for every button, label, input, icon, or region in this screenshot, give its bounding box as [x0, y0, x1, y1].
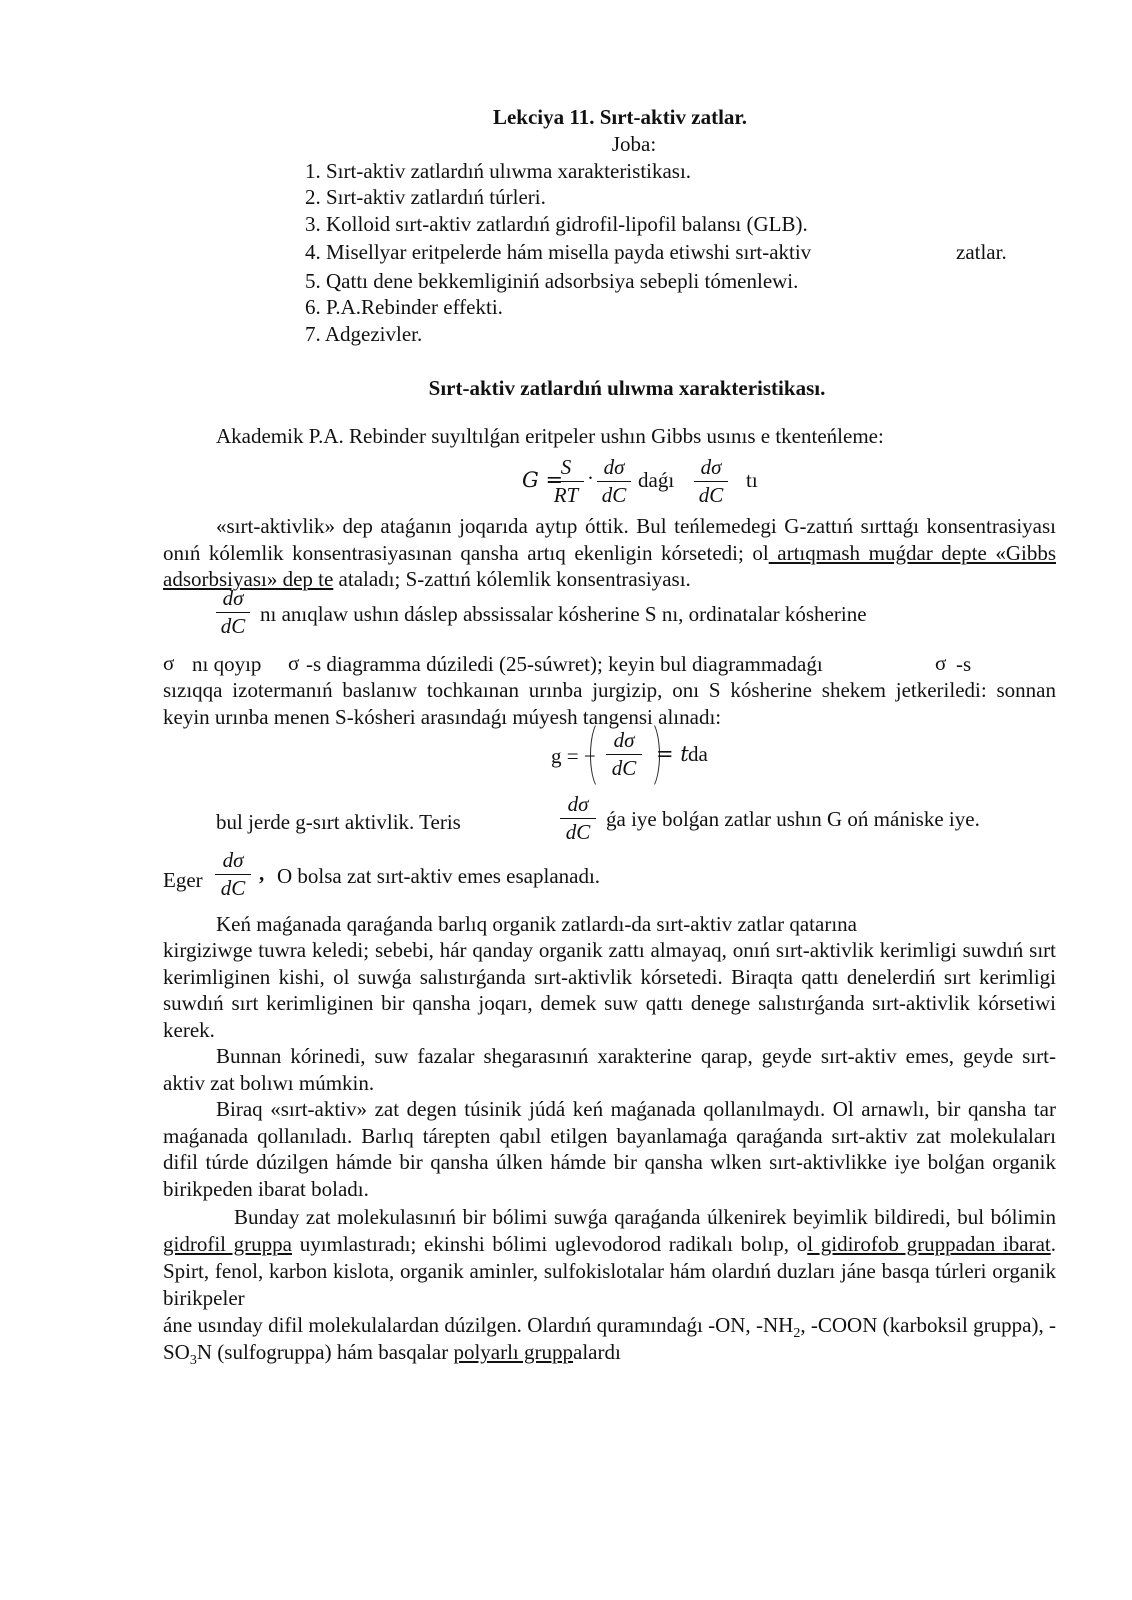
paragraph: [163, 1204, 1056, 1312]
sigma-symbol: σ: [288, 651, 300, 675]
subscript: 3: [189, 1353, 197, 1369]
text-line: O bolsa zat sırt-aktiv emes esaplanadı.: [277, 864, 601, 888]
formula-rhs: = t: [656, 742, 689, 766]
fraction-num: dσ: [567, 792, 589, 816]
plan-heading: Joba:: [611, 132, 657, 156]
plan-item: 1. Sırt-aktiv zatlardıń ulıwma xarakteristikası.: [305, 159, 692, 183]
section-title: Sırt-aktiv zatlardıń ulıwma xarakteristikası.: [428, 376, 826, 400]
text-line: Keń maǵanada qaraǵanda barlıq organik zatlardı-da sırt-aktiv zatlar qatarına: [216, 912, 857, 936]
sigma-symbol: σ: [935, 651, 947, 675]
underlined-text: gidrofil gruppa: [163, 1232, 292, 1256]
sigma-symbol: σ: [163, 651, 175, 675]
plan-item: 3. Kolloid sırt-aktiv zatlardıń gidrofil-lipofil balansı (GLB).: [305, 212, 808, 236]
paragraph-text: ataladı; S-zattıń kólemlik konsentrasiyası.: [333, 567, 691, 591]
dot-operator: ·: [587, 466, 594, 490]
plan-item-tail: zatlar.: [956, 240, 1007, 264]
plan-item: 7. Adgezivler.: [305, 322, 423, 346]
paragraph: kirgiziwge tuwra keledi; sebebi, hár qanday organik zattı almayaq, onıń sırt-aktivlik kerimligi suwdıń sırt kerimliginen kishi, ol suwǵa salıstırǵanda sırt-aktivlik kórsetedi. Biraqta qattı denelerdiń sırt kerimligi suwdıń sırt kerimliginen bir qansha joqarı, demek suw qattı denege salıstırǵanda sırt-aktivlik kórsetiwi kerek.: [163, 938, 1056, 1042]
plan-item: 5. Qattı dene bekkemliginiń adsorbsiya sebepli tómenlewi.: [305, 269, 799, 293]
fraction-dsigma-dc: [216, 585, 250, 639]
fraction-num: dσ: [613, 728, 635, 752]
fraction-dsigma-dc: [597, 454, 631, 508]
formula-tail-text: da: [688, 742, 708, 766]
subscript: 2: [793, 1326, 801, 1342]
paragraph: [163, 513, 1056, 593]
paragraph-text: Bunday zat molekulasınıń bir bólimi suwǵa qaraǵanda úlkenirek beyimlik bildiredi, bul bólimin: [234, 1205, 1056, 1229]
paragraph: [163, 1312, 1056, 1369]
paragraph-text: N (sulfogruppa) hám basqalar: [196, 1340, 454, 1364]
fraction-num: dσ: [222, 848, 244, 872]
fraction-den: dC: [560, 818, 596, 846]
text-line: ǵa iye bolǵan zatlar ushın G oń mániske iye.: [606, 807, 980, 831]
fraction-den: dC: [694, 481, 728, 509]
fraction-num: dσ: [222, 586, 244, 610]
text-line: nı anıqlaw ushın dáslep abssissalar kósherine S nı, ordinatalar kósherine: [260, 602, 867, 626]
paragraph: Biraq «sırt-aktiv» zat degen túsinik júdá keń maǵanada qollanılmaydı. Ol arnawlı, bir qansha tar maǵanada qollanıladı. Barlıq tárepten qabıl etilgen bayanlamaǵa qaraǵanda sırt-aktiv zat molekulaları difil túrde dúzilgen hámde bir qansha úlken hámde bir qansha wlken sırt-aktivlikke iye bolǵan organik birikpeden ibarat boladı.: [163, 1097, 1056, 1201]
formula-tail-text: tı: [746, 468, 758, 492]
formula-mid-text: daǵı: [638, 468, 675, 492]
fraction-den: dC: [216, 612, 250, 640]
plan-item: 6. P.A.Rebinder effekti.: [305, 295, 503, 319]
fraction-den: dC: [597, 481, 631, 509]
text-fragment: -s: [956, 652, 972, 676]
text-fragment: nı qoyıp: [192, 652, 262, 676]
text-line: bul jerde g-sırt aktivlik. Teris: [216, 810, 461, 834]
comma: ,: [259, 861, 265, 885]
underlined-text: polyarlı grupp: [453, 1340, 574, 1364]
underlined-text: artıqmash muǵdar depte «Gibbs adsorbsiyası» dep te: [163, 540, 1056, 591]
fraction-dsigma-dc: [215, 847, 251, 901]
fraction-s-over-rt: [548, 454, 584, 508]
fraction-num: S: [560, 455, 572, 479]
formula-lhs: G =: [522, 468, 564, 492]
intro-text: Akademik P.A. Rebinder suyıltılǵan eritpeler ushın Gibbs usınıs e tkenteńleme:: [216, 424, 884, 448]
fraction-dsigma-dc: [606, 727, 642, 781]
fraction-num: dσ: [700, 455, 722, 479]
paragraph: Bunnan kórinedi, suw fazalar shegarasınıń xarakterine qarap, geyde sırt-aktiv emes, geyde sırt-aktiv zat bolıwı múmkin.: [163, 1044, 1056, 1095]
fraction-dsigma-dc: [694, 454, 728, 508]
plan-item: 4. Misellyar eritpelerde hám misella payda etiwshi sırt-aktiv: [305, 240, 812, 264]
fraction-den: dC: [215, 874, 251, 902]
fraction-dsigma-dc: [560, 791, 596, 845]
plan-item: 2. Sırt-aktiv zatlardıń túrleri.: [305, 185, 546, 209]
paragraph-text: alardı: [573, 1340, 621, 1364]
formula-lhs: g = −: [551, 744, 596, 768]
paragraph-text: uyımlastıradı; ekinshi bólimi uglevodorod radikalı bolıp, o: [292, 1232, 808, 1256]
fraction-num: dσ: [603, 455, 625, 479]
text-fragment: Eger: [163, 868, 203, 892]
text-fragment: -s diagramma dúziledi (25-súwret); keyin bul diagrammadaǵı: [306, 652, 823, 676]
underlined-text: l gidirofob gruppadan ibarat: [807, 1232, 1051, 1256]
lecture-title: Lekciya 11. Sırt-aktiv zatlar.: [492, 105, 748, 129]
paragraph-text: «sırt-aktivlik» dep ataǵanın joqarıda aytıp óttik. Bul teńlemedegi G-zattıń sırttaǵı konsentrasiyası onıń kólemlik konsentrasiyasınan qansha artıq ekenligin kórsetedi; ol: [163, 514, 1056, 565]
fraction-den: dC: [606, 754, 642, 782]
paragraph-text: , -COON (karboksil gruppa), -SO: [163, 1313, 1056, 1364]
fraction-den: RT: [548, 481, 584, 509]
paragraph-text: áne usınday difil molekulalardan dúzilgen. Olardıń quramındaǵı -ON, -NH: [163, 1313, 794, 1337]
paragraph-text: . Spirt, fenol, karbon kislota, organik aminler, sulfokislotalar hám olardıń duzları jáne basqa túrleri organik birikpeler: [163, 1232, 1056, 1310]
paragraph: sızıqqa izotermanıń baslanıw tochkaınan urınba jurgizip, onı S kósherine shekem jetkeriledi: sonnan keyin urınba menen S-kósheri arasındaǵı múyesh tangensi alınadı:: [163, 678, 1056, 729]
